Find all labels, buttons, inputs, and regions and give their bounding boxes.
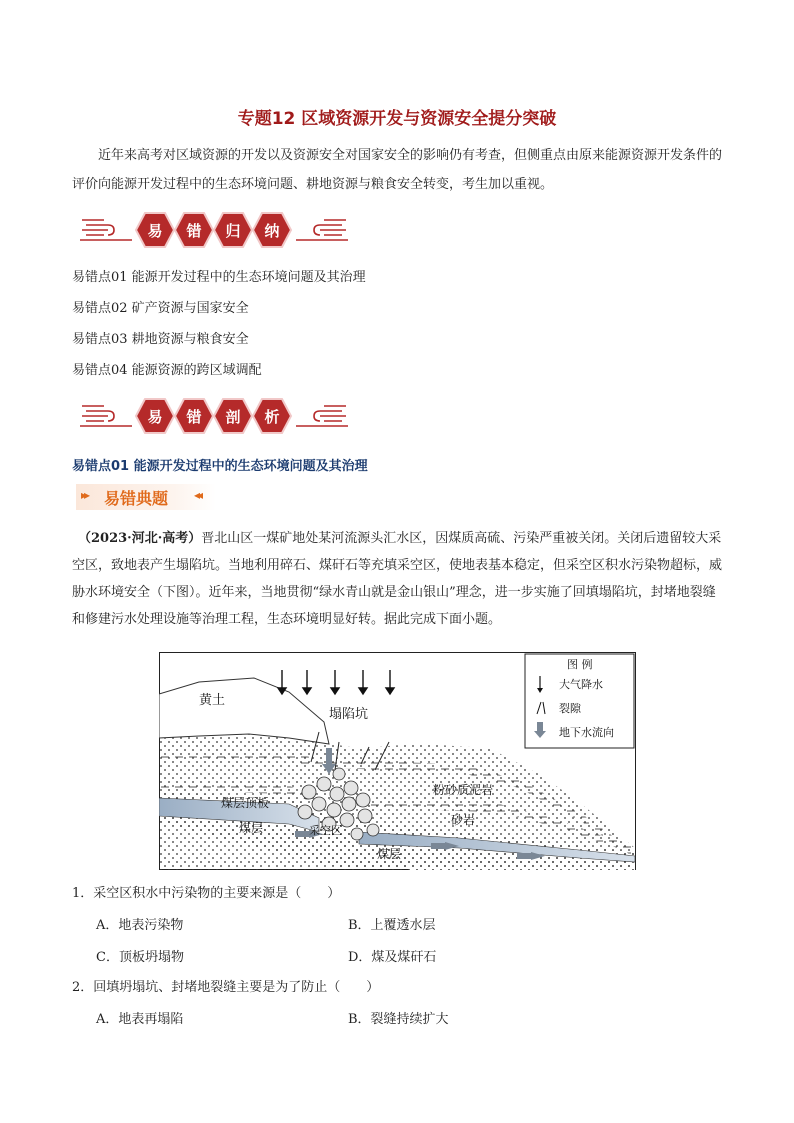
list-item: 易错点02 矿产资源与国家安全 (72, 301, 249, 316)
q2-option-b: B．裂缝持续扩大 (348, 1012, 449, 1027)
question-text: 晋北山区一煤矿地处某河流源头汇水区，因煤质高硫、污染严重被关闭。关闭后遗留较大采空区，致地表产生塌陷坑。当地利用碎石、煤矸石等充填采空区，使地表基本稳定，但采空区积水污染物超标，威胁水环境安全（下图）。近年来，当地贯彻“绿水青山就是金山银山”理念，进一步实施了回填塌陷坑，封堵地裂缝和修建污水处理设施等治理工程，生态环境明显好转。据此完成下面小题。 (72, 531, 723, 627)
q1-option-b: B．上覆透水层 (348, 918, 436, 933)
label-loess: 黄土 (199, 693, 226, 708)
banner2-char: 剖 (225, 408, 241, 426)
error-point-list (72, 265, 366, 389)
q1-option-c: C．顶板坍塌物 (96, 950, 184, 965)
label-sandstone: 砂岩 (451, 813, 476, 827)
geology-cross-section (159, 652, 636, 870)
section-heading: 易错点01 能源开发过程中的生态环境问题及其治理 (72, 459, 368, 474)
intro-paragraph: 近年来高考对区域资源的开发以及资源安全对国家安全的影响仍有考查，但侧重点由原来能源资源开发条件的评价向能源开发过程中的生态环境问题、耕地资源与粮食安全转变，考生加以重视。 (72, 148, 723, 192)
legend-item: 大气降水 (559, 678, 603, 691)
question-source: （2023·河北·高考） (78, 531, 202, 546)
banner2-char: 易 (147, 408, 163, 426)
banner1-char: 错 (186, 222, 202, 240)
banner1-char: 易 (147, 222, 163, 240)
banner-error-analysis (78, 394, 350, 438)
q2-option-a: A．地表再塌陷 (96, 1012, 184, 1027)
label-siltstone: 粉砂质泥岩 (433, 783, 494, 797)
list-item: 易错点01 能源开发过程中的生态环境问题及其治理 (72, 270, 366, 285)
page-title: 专题12 区域资源开发与资源安全提分突破 (237, 109, 557, 129)
question-2: 2．回填坍塌坑、封堵地裂缝主要是为了防止（ ） (72, 980, 380, 995)
question-stem (72, 525, 724, 633)
label-roof: 煤层顶板 (221, 796, 270, 810)
legend-item: 地下水流向 (559, 726, 614, 739)
banner2-char: 析 (264, 408, 280, 426)
banner-error-summary (78, 208, 350, 252)
label-coal-seam-lower: 煤层 (377, 847, 402, 861)
list-item: 易错点03 耕地资源与粮食安全 (72, 332, 249, 347)
q1-option-d: D．煤及煤矸石 (348, 950, 437, 965)
legend-item: 裂隙 (559, 702, 581, 715)
banner1-char: 纳 (264, 222, 280, 240)
q1-option-a: A．地表污染物 (96, 918, 184, 933)
label-sinkhole: 塌陷坑 (329, 707, 369, 722)
question-1: 1．采空区积水中污染物的主要来源是（ ） (72, 886, 341, 901)
figure-legend (525, 654, 634, 748)
banner2-char: 错 (186, 408, 202, 426)
legend-title: 图 例 (567, 658, 593, 671)
label-goaf: 采空区 (309, 824, 342, 837)
list-item: 易错点04 能源资源的跨区域调配 (72, 363, 262, 378)
arrow-left-icon: ◂◂ (194, 488, 201, 502)
banner1-char: 归 (225, 222, 241, 240)
label-coal-seam: 煤层 (239, 821, 264, 835)
typical-question-label (76, 484, 216, 510)
arrow-right-icon: ▸▸ (81, 488, 88, 502)
typical-label: 易错典题 (104, 489, 169, 508)
